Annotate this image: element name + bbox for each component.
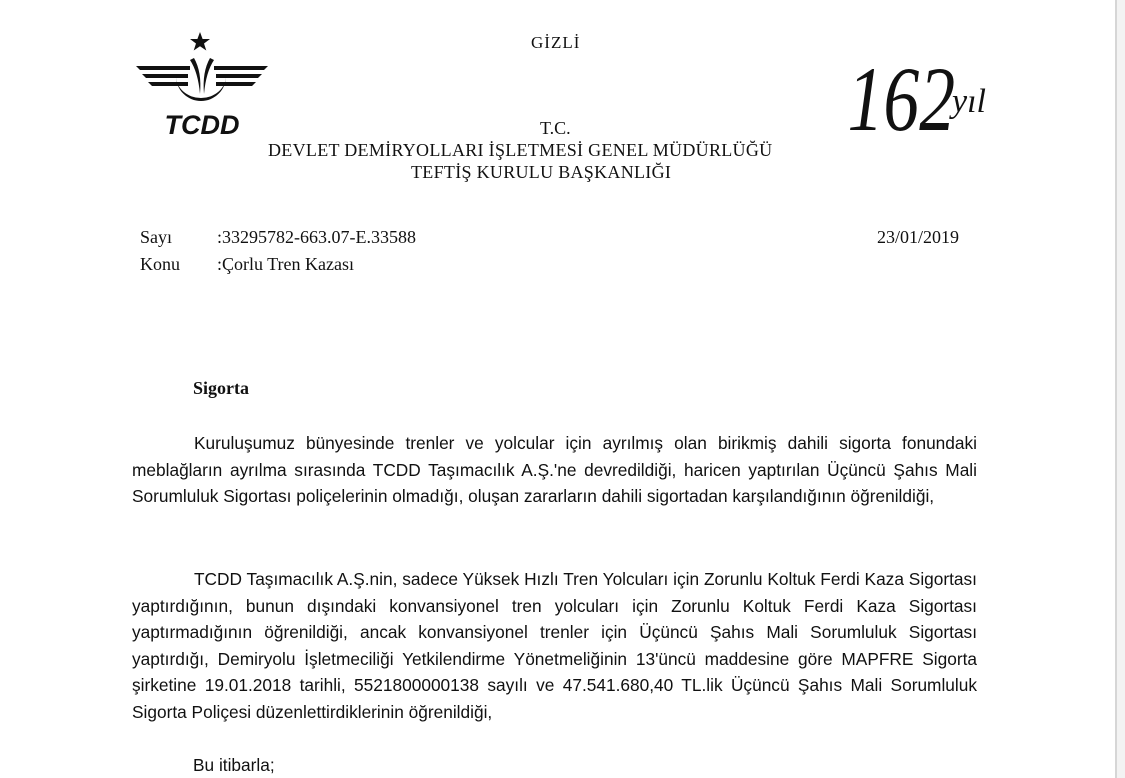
organization-title: DEVLET DEMİRYOLLARI İŞLETMESİ GENEL MÜDÜRLÜĞÜ [268, 140, 773, 160]
anniversary-suffix: yıl [952, 83, 986, 120]
department-title: TEFTİŞ KURULU BAŞKANLIĞI [411, 162, 672, 182]
page-edge-line [1115, 0, 1117, 778]
body-paragraph-1: Kuruluşumuz bünyesinde trenler ve yolcular için ayrılmış olan birikmiş dahili sigorta fonundaki meblağların ayrılma sırasında TCDD Taşımacılık A.Ş.'ne devredildiği, haricen yaptırılan Üçüncü Şahıs Mali Sorumluluk Sigortası poliçelerinin olmadığı, oluşan zararların dahili sigortadan karşılandığının öğrenildiği, [132, 433, 977, 507]
sayi-value: :33295782-663.07-E.33588 [217, 227, 416, 247]
classification-label: GİZLİ [531, 33, 581, 52]
logo-emblem-icon [190, 58, 214, 94]
tcdd-logo [132, 28, 272, 140]
page-edge-shadow [1117, 0, 1125, 778]
country-abbreviation: T.C. [540, 118, 571, 138]
konu-value: :Çorlu Tren Kazası [217, 254, 354, 274]
body-paragraph-2: TCDD Taşımacılık A.Ş.nin, sadece Yüksek Hızlı Tren Yolcuları için Zorunlu Koltuk Ferdi Kaza Sigortası yaptırdığının, bunun dışındaki konvansiyonel tren yolcuları için Zorunlu Koltuk Ferdi Kaza Sigortası yaptırmadığının öğrenildiği, ancak konvansiyonel trenler için Üçüncü Şahıs Mali Sorumluluk Sigortası yaptırdığı, Demiryolu İşletmeciliği Yetkilendirme Yönetmeliğinin 13'üncü maddesine göre MAPFRE Sigorta şirketine 19.01.2018 tarihli, 5521800000138 sayılı ve 47.541.680,40 TL.lik Üçüncü Şahıs Mali Sorumluluk Sigorta Poliçesi düzenlettirdiklerinin öğrenildiği, [132, 569, 977, 722]
logo-star-icon [190, 32, 210, 51]
konu-label: Konu [140, 254, 180, 274]
anniversary-number: 162 [847, 47, 956, 151]
section-title: Sigorta [193, 378, 249, 398]
document-date: 23/01/2019 [877, 227, 960, 247]
anniversary-mark [846, 26, 996, 151]
logo-text: TCDD [164, 110, 240, 140]
closing-phrase: Bu itibarla; [193, 755, 275, 775]
logo-crescent-icon [176, 76, 226, 101]
logo-wings-icon [136, 66, 268, 86]
sayi-label: Sayı [140, 227, 173, 247]
